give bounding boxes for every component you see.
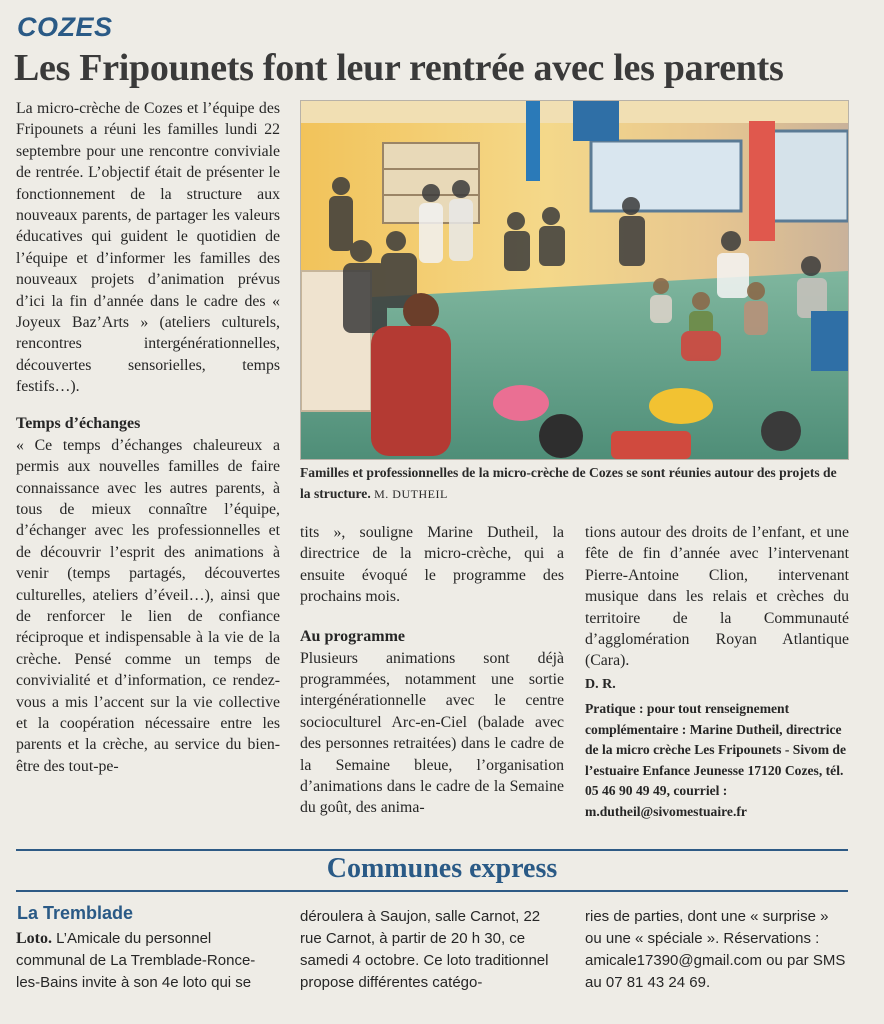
divider-top (16, 849, 848, 851)
divider-bottom (16, 890, 848, 892)
pratique-info: Pratique : pour tout renseignement complémentaire : Marine Dutheil, directrice de la micro crèche Les Fripounets - Sivom de l’estuaire Enfance Jeunesse 17120 Cozes, tél. 05 46 90 49 49, courriel : m.dutheil@sivomestuaire.fr (585, 701, 847, 819)
section-kicker: COZES (17, 12, 113, 42)
article-body-2: Plusieurs animations sont déjà programmées, notamment une sortie intergénérationnelle avec le centre socioculturel Arc-en-Ciel (balade avec des personnes retraitées) dans le cadre de la Semaine bleue, l’organisation d’animations dans le cadre de la Semaine du goût, des anima- (300, 649, 564, 817)
express-text-2: déroulera à Saujon, salle Carnot, 22 rue Carnot, à partir de 20 h 30, ce samedi 4 octobre. Ce loto traditionnel propose différentes catégo- (300, 908, 549, 991)
express-column-2 (300, 906, 562, 994)
article-column-3 (585, 522, 849, 822)
article-col2-text: tits », souligne Marine Dutheil, la directrice de la micro-crèche, qui a ensuite évoqué le programme des prochains mois. (300, 524, 564, 606)
article-column-2 (300, 522, 564, 819)
section-title-communes-express: Communes express (326, 853, 558, 884)
creche-photo-illustration (301, 101, 848, 459)
express-column-3 (585, 906, 847, 994)
express-text-3: ries de parties, dont une « surprise » ou une « spéciale ». Réservations : amicale17390@gmail.com ou par SMS au 07 81 43 24 69. (585, 908, 846, 991)
article-headline: Les Fripounets font leur rentrée avec les parents (14, 47, 784, 89)
express-lead: Loto. (16, 930, 52, 947)
article-body-1: « Ce temps d’échanges chaleureux a permis aux nouvelles familles de faire connaissance avec les autres parents, à tous de mieux connaître l’équipe, d’échanger avec les professionnelles et de découvrir l’esprit des animations à venir (temps partagés, découvertes culturelles, ateliers d’éveil…), ainsi que de renforcer le lien de confiance réciproque et indispensable à la vie de la crèche. Pensé comme un temps de convivialité et d’information, ce rendez-vous a mis l’accent sur la vie collective et la coopération nécessaire entre les parents et la crèche, au service du bien-être des tout-pe- (16, 436, 280, 775)
article-column-1 (16, 98, 280, 777)
article-col3-text: tions autour des droits de l’enfant, et une fête de fin d’année avec l’intervenant Pierre-Antoine Clion, intervenant musique dans les relais et crèches du territoire de la Communauté d’agglomération Royan Atlantique (Cara). (585, 524, 849, 670)
subhead-temps-echanges: Temps d’échanges (16, 414, 141, 432)
article-photo (300, 100, 849, 460)
article-signature: D. R. (585, 676, 616, 692)
express-text-1: L’Amicale du personnel communal de La Tremblade-Ronce-les-Bains invite à son 4e loto qui se (16, 930, 256, 991)
photo-credit: M. DUTHEIL (374, 487, 448, 501)
photo-caption (300, 462, 850, 505)
express-column-1 (16, 928, 278, 994)
article-intro: La micro-crèche de Cozes et l’équipe des Fripounets a réuni les familles lundi 22 septembre pour une rencontre conviviale de rentrée. L’objectif était de présenter le fonctionnement de la structure aux nouveaux parents, de partager les valeurs éducatives qui guident le quotidien de l’équipe et d’informer les familles des nouveaux projets d’animation prévus d’ici la fin d’année dans le cadre des « Joyeux Baz’Arts » (ateliers culturels, rencontres intergénérationnelles, découvertes sensorielles, temps festifs…). (16, 100, 280, 396)
subhead-au-programme: Au programme (300, 627, 406, 645)
caption-text: Familles et professionnelles de la micro-crèche de Cozes se sont réunies autour des projets de la structure. (300, 465, 837, 501)
town-heading: La Tremblade (17, 903, 134, 923)
